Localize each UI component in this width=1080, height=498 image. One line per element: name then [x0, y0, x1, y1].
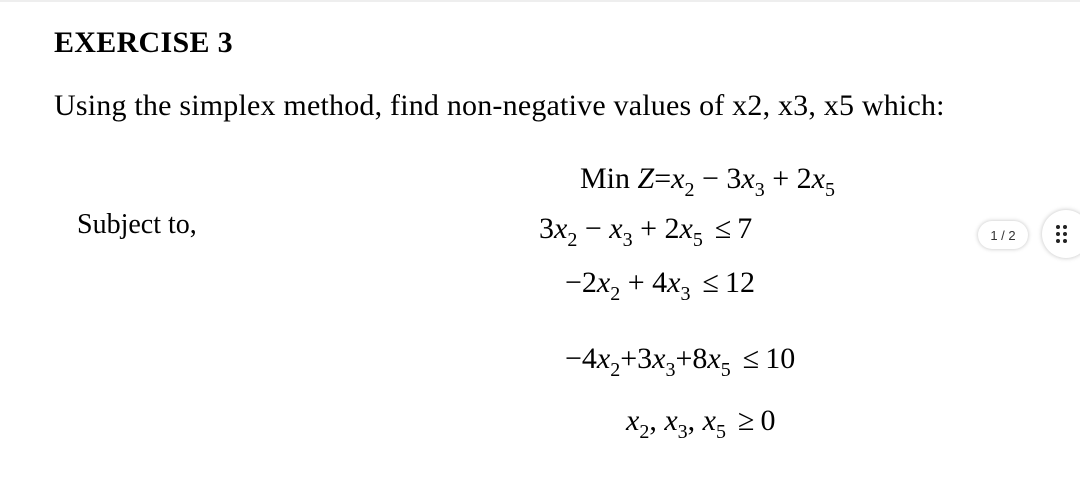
term-var: x	[811, 162, 825, 195]
constraint-3	[565, 342, 796, 381]
rhs: 7	[737, 212, 753, 245]
top-divider	[0, 0, 1080, 2]
term-var: x	[596, 266, 611, 299]
drag-handle-icon	[1056, 225, 1067, 243]
operator: +	[640, 212, 657, 245]
term-sub: 5	[715, 421, 726, 443]
coef: 4	[652, 266, 668, 299]
operator: +	[772, 162, 790, 195]
coef: 2	[664, 212, 680, 245]
term-sub: 2	[684, 179, 695, 201]
operator: +	[675, 342, 693, 375]
term-sub: 2	[567, 229, 578, 251]
term-var: x	[679, 212, 693, 245]
drag-handle-button[interactable]	[1042, 210, 1080, 258]
term-sub: 3	[754, 179, 765, 201]
term-sub: 3	[677, 421, 688, 443]
rhs: 10	[765, 342, 796, 375]
separator: ,	[687, 404, 696, 437]
term-sub: 3	[680, 283, 691, 305]
term-sub: 3	[665, 359, 676, 381]
term-sub: 2	[610, 283, 621, 305]
term-var: x	[667, 266, 681, 299]
term-var: x	[671, 162, 685, 195]
relation: ≤	[714, 212, 732, 245]
term-var: x	[707, 342, 721, 375]
term-var: x	[741, 162, 755, 195]
page-indicator[interactable]: 1 / 2	[978, 221, 1028, 249]
coef: 2	[796, 162, 812, 195]
coef: 2	[581, 266, 597, 299]
exercise-heading: EXERCISE 3	[54, 26, 233, 59]
constraint-2	[565, 266, 755, 305]
lead-sign: −	[565, 342, 582, 375]
objective-var: Z	[637, 162, 655, 195]
term-var: x	[609, 212, 623, 245]
term-sub: 3	[622, 229, 633, 251]
term-var: x	[652, 342, 666, 375]
relation: ≤	[702, 266, 719, 299]
term-sub: 2	[610, 359, 621, 381]
term-var: x	[626, 404, 640, 437]
relation: ≥	[737, 404, 755, 437]
subject-to-label: Subject to,	[77, 209, 197, 240]
rhs: 0	[760, 404, 776, 437]
coef: 4	[581, 342, 597, 375]
coef: 3	[539, 212, 554, 245]
problem-statement: Using the simplex method, find non-negative values of x2, x3, x5 which:	[54, 89, 945, 122]
term-var: x	[702, 404, 716, 437]
objective-function	[580, 162, 835, 201]
term-sub: 5	[692, 229, 703, 251]
lead-sign: −	[565, 266, 582, 299]
constraint-1	[539, 212, 753, 251]
term-sub: 5	[720, 359, 731, 381]
coef: 8	[692, 342, 708, 375]
coef: 3	[637, 342, 653, 375]
operator: −	[701, 162, 719, 195]
term-sub: 5	[824, 179, 835, 201]
non-negativity-constraint	[626, 404, 776, 443]
term-var: x	[596, 342, 611, 375]
operator: −	[584, 212, 602, 245]
rhs: 12	[724, 266, 755, 299]
operator: +	[620, 342, 638, 375]
separator: ,	[649, 404, 657, 437]
operator: +	[627, 266, 645, 299]
relation: ≤	[742, 342, 760, 375]
objective-prefix: Min	[580, 162, 631, 195]
coef: 3	[726, 162, 742, 195]
term-var: x	[664, 404, 678, 437]
term-sub: 2	[639, 421, 650, 443]
objective-eq: =	[654, 162, 672, 195]
term-var: x	[554, 212, 568, 245]
